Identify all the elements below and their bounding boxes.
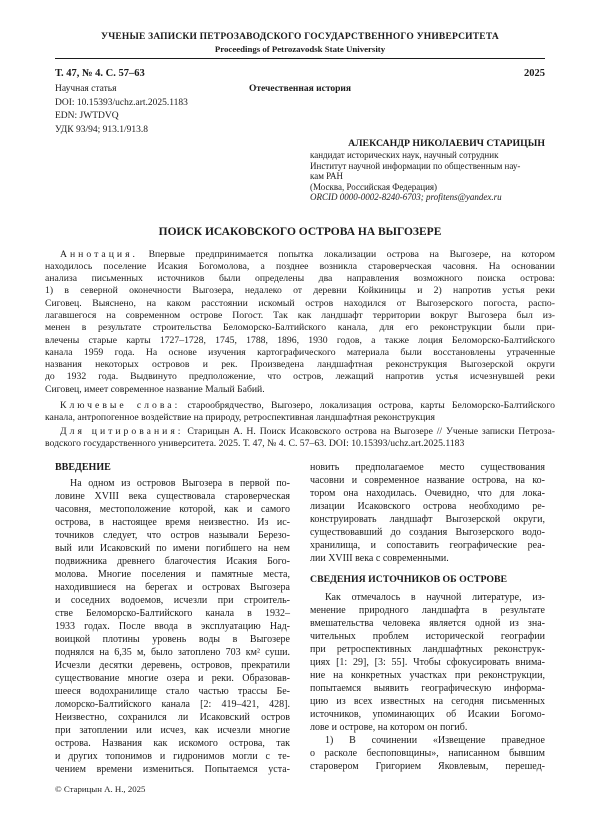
intro-paragraph-continuation	[310, 461, 545, 565]
text-line: 1) В сочинении «Извещение праведное	[325, 735, 545, 747]
text-line: чением времени измениться. Попытаемся уста-	[55, 764, 290, 776]
keywords	[45, 400, 555, 423]
sources-paragraph	[310, 591, 545, 734]
meta-row-type	[55, 83, 545, 97]
section-heading-introduction: ВВЕДЕНИЕ	[55, 462, 111, 474]
text-line: существование многие озера и реки. Образовав-	[55, 673, 290, 685]
text-line: Сиговец. Выяснено, на каком расстоянии искомый остров находился от Выгозерского погоста, распо-	[45, 297, 555, 309]
text-line: кандидат исторических наук, научный сотрудник	[310, 150, 499, 160]
text-line: попытаемся выявить географическую информа-	[310, 683, 545, 695]
text-line: шееся водохранилище стало частью трассы Бе-	[55, 686, 290, 698]
text-line: при затоплении или исчез, как исчезли многие	[55, 725, 290, 737]
text-line: конструировать ландшафт Выгозерской округи,	[310, 514, 545, 526]
spaced-label: Ключевые слова:	[60, 400, 181, 412]
section-heading-sources: СВЕДЕНИЯ ИСТОЧНИКОВ ОБ ОСТРОВЕ	[310, 574, 508, 586]
text-line: источников, упоминающих об Исакии Богомо-	[310, 709, 545, 721]
text-line: точников следует, что остров называли Березо-	[55, 530, 290, 542]
doi: DOI: 10.15393/uchz.art.2025.1183	[55, 97, 188, 108]
text-line: стве Беломорско-Балтийского канала в 1932–	[55, 608, 290, 620]
running-head	[55, 32, 545, 203]
text-line: циях [1: 29], [3: 55]. Чтобы сфокусировать внима-	[310, 657, 545, 669]
line-text: старообрядчество, Выгозеро, локализация острова, карты Беломорско-Балтийского	[180, 400, 555, 412]
text-line: лагавшегося на современном острове Погост. Так как ландшафт территории вокруг Выгозера был из-	[45, 309, 555, 321]
sources-paragraph-2	[310, 734, 545, 773]
text-line: Неизвестно, сохранился ли Исаковский остров	[55, 712, 290, 724]
author-name: АЛЕКСАНДР НИКОЛАЕВИЧ СТАРИЦЫН	[348, 138, 545, 149]
text-line: о расколе беспоповщины», написанном бывшим	[310, 748, 545, 760]
text-line: находилось поселение Исакия Богомолова, а позднее возникла староверческая часовня. На основании	[45, 260, 555, 272]
text-line: тором она находилась. Очевидно, что для лока-	[310, 488, 545, 500]
text-line: существовавший до создания Выгозерского водо-	[310, 527, 545, 539]
text-line: анализа письменных источников были определены два направления возможного поиска острова:	[45, 273, 555, 285]
text-line: находившиеся на берегах и островах Выгозера	[55, 582, 290, 594]
spaced-label: Аннотация.	[60, 248, 138, 260]
author-block	[310, 138, 545, 203]
article-type: Научная статья	[55, 84, 117, 94]
text-line: вмешательства человека является одной из зна-	[310, 618, 545, 630]
abstract	[45, 249, 555, 397]
text-line: лии XVIII века с современными.	[310, 553, 449, 565]
text-line: менен в результате строительства Беломорско-Балтийского канала, для его реконструкции были при-	[45, 322, 555, 334]
header-rule	[55, 58, 545, 59]
text-line: острова, в настоящее время неизвестно. Из ис-	[55, 517, 290, 529]
text-line: 1) в северной оконечности Выгозера, недалеко от деревни Койкиницы и 2) напротив устья реки	[45, 285, 555, 297]
author-orcid-email: ORCID 0000-0002-8240-6703; profitens@yandex.ru	[310, 192, 502, 202]
text-line: новить предполагаемое место существования	[310, 462, 545, 474]
journal-title-ru: УЧЕНЫЕ ЗАПИСКИ ПЕТРОЗАВОДСКОГО ГОСУДАРСТВЕННОГО УНИВЕРСИТЕТА	[101, 32, 499, 42]
text-line: На одном из островов Выгозера в первой по-	[70, 478, 290, 490]
text-line: (Москва, Российская Федерация)	[310, 181, 438, 192]
text-line	[45, 249, 555, 261]
line-text: Впервые предпринимается попытка локализации острова на Выгозере, на котором	[137, 248, 555, 260]
text-line: лизации Исаковского острова необходимо ре-	[310, 501, 545, 513]
author-affiliation	[310, 150, 545, 192]
text-line: цию из всех известных на сегодня письменных	[310, 696, 545, 708]
text-line: ломорско-Балтийского канала [2: 419–421, 428].	[55, 699, 290, 711]
citation	[45, 426, 555, 449]
text-line: ние на конкретных участках при реконструкции,	[310, 670, 545, 682]
text-line: Исчезли десятки деревень, островов, прекратили	[55, 660, 290, 672]
text-line: названия некоторых островов и рек. Произведена ландшафтная реконструкция Выгозерской округи	[45, 359, 555, 371]
issue-row	[55, 68, 545, 80]
text-line: хранилища, и сопоставить географические реа-	[310, 540, 545, 552]
text-line: канала, антропогенное воздействие на природу, ретроспективная ландшафтная реконструкция	[45, 411, 435, 423]
journal-section: Отечественная история	[248, 84, 352, 94]
volume-pages: Т. 47, № 4. С. 57–63	[55, 68, 145, 79]
text-line: менение природного ландшафта в результате	[310, 605, 545, 617]
text-line: Сиговец, имеет современное название Малый Бабий.	[45, 383, 265, 395]
article-title: ПОИСК ИСАКОВСКОГО ОСТРОВА НА ВЫГОЗЕРЕ	[158, 225, 442, 238]
text-line: до 1932 года. Выдвинуто предположение, что остров, лежащий напротив устья исчезнувшей реки	[45, 371, 555, 383]
body-columns	[55, 461, 545, 796]
text-line: Как отмечалось в научной литературе, из-	[325, 592, 545, 604]
text-line: воицкой плотины уровень воды в Выгозере	[55, 634, 290, 646]
text-line: вый или Исаковский по имени погибшего на нем	[55, 543, 290, 555]
text-line: Институт научной информации по общественным нау-	[310, 160, 521, 171]
right-column	[310, 461, 545, 796]
udc: УДК 93/94; 913.1/913.8	[55, 124, 149, 135]
text-line: подвижника древнего благочестия Исакия Бого-	[55, 556, 290, 568]
spaced-label: Для цитирования:	[60, 426, 184, 438]
text-line: влечены старые карты 1727–1728, 1745, 1788, 1896, 1930 годов, а также лоция Беломорско-Балтийского	[45, 334, 555, 346]
left-column	[55, 461, 290, 796]
text-line	[45, 426, 555, 438]
issue-year: 2025	[524, 68, 545, 79]
text-line: канала 1959 года. На основе изучения картографического материала были восстановлены утраченные	[45, 346, 555, 358]
article-meta	[55, 83, 545, 137]
text-line: и соседних водоемов, исчезли при строитель-	[55, 595, 290, 607]
text-line: лове и острове, на котором он погиб.	[310, 722, 468, 734]
text-line: часовни и современное название острова, на ко-	[310, 475, 545, 487]
copyright-note: © Старицын А. Н., 2025	[55, 784, 146, 795]
text-line: старовером Григорием Яковлевым, перешед-	[310, 761, 545, 773]
journal-title-en: Proceedings of Petrozavodsk State University	[214, 44, 386, 54]
text-line: 1933 годах. После ввода в эксплуатацию Над-	[55, 621, 290, 633]
intro-paragraph	[55, 477, 290, 776]
text-line: ловине XVIII века существовала староверческая	[55, 491, 290, 503]
text-line	[45, 400, 555, 412]
edn: EDN: JWTDVQ	[55, 111, 119, 121]
text-line: чительных проблем исторической географии	[310, 631, 545, 643]
text-line: поднялся на 6,35 м, было затоплено 703 км² суши.	[55, 647, 290, 659]
text-line: острова. Названия как искомого острова, так	[55, 738, 290, 750]
text-line: водского государственного университета. 2025. Т. 47, № 4. С. 57–63. DOI: 10.15393/uchz.art.2025.1183	[45, 437, 465, 449]
text-line: часовня, местоположение которой, как и самого	[55, 504, 290, 516]
text-line: при ретроспективных ландшафтных реконструк-	[310, 644, 545, 656]
text-line: и других топонимов и гидронимов могли с те-	[55, 751, 290, 763]
text-line: молова. Многие поселения и памятные места,	[55, 569, 290, 581]
line-text: Старицын А. Н. Поиск Исаковского острова на Выгозере // Ученые записки Петроза-	[183, 426, 555, 438]
text-line: кам РАН	[310, 171, 344, 181]
